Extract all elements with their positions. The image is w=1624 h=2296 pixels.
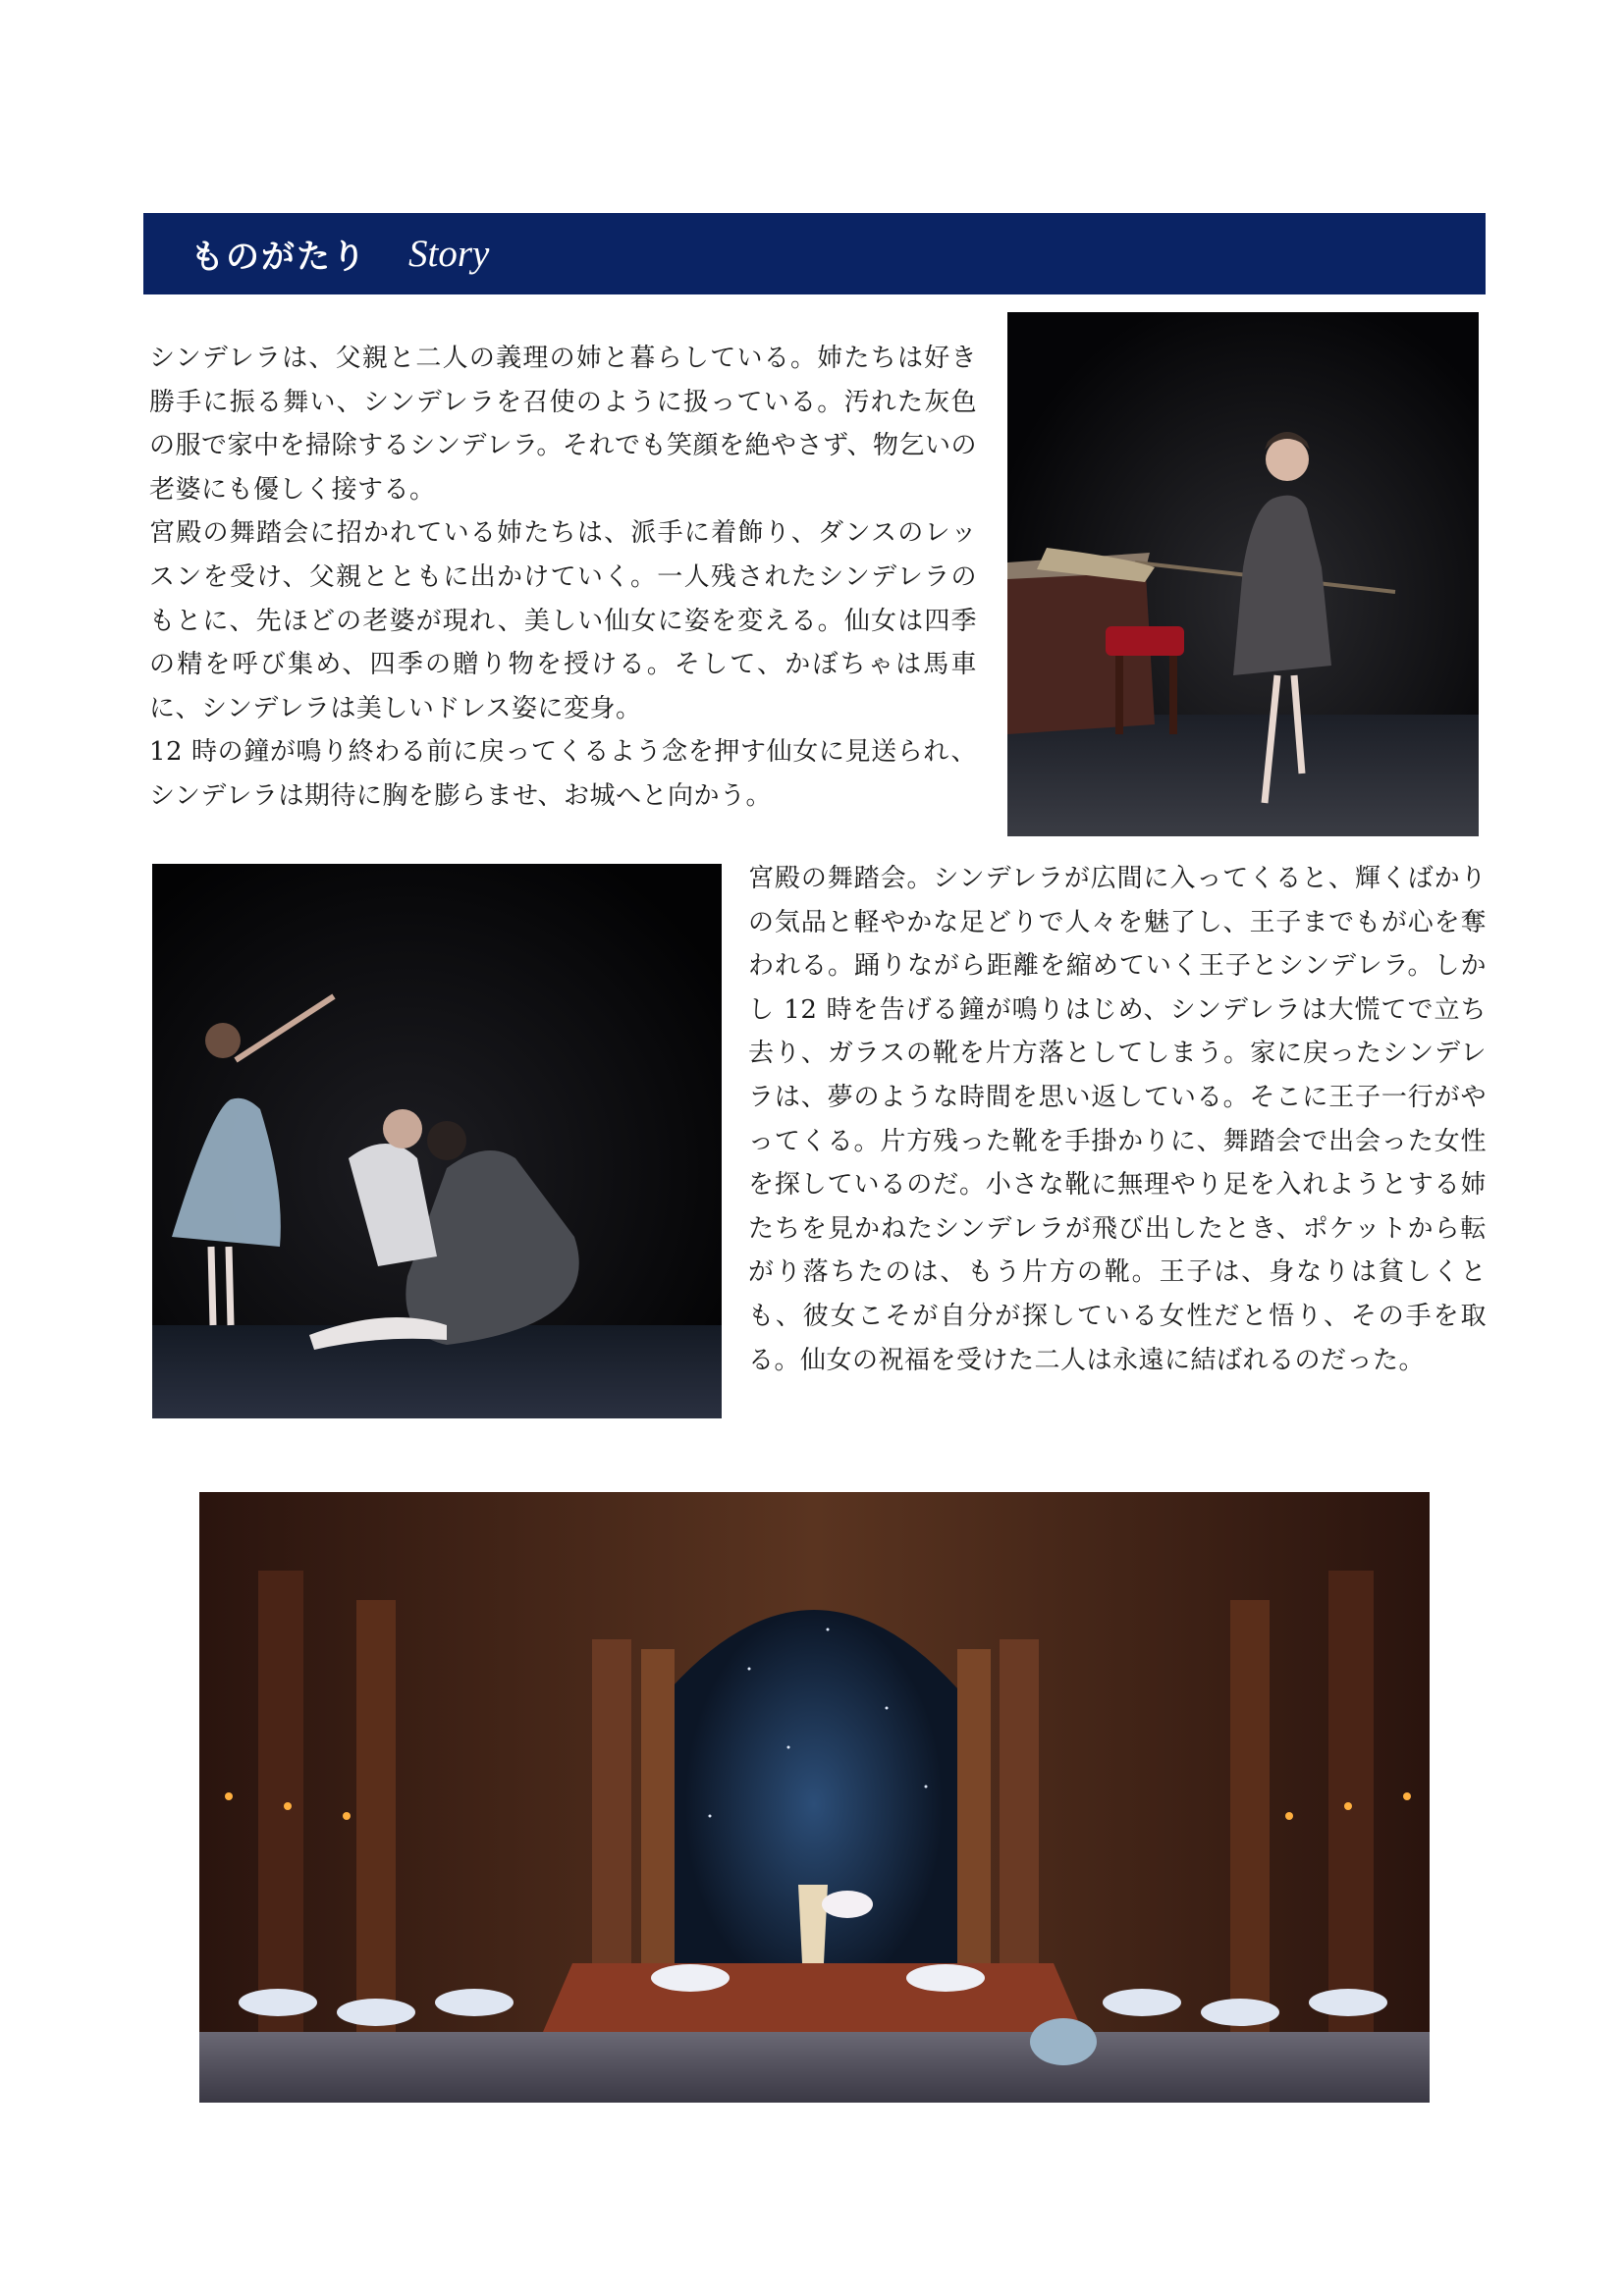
story-paragraph-1-part-1: シンデレラは、父親と二人の義理の姉と暮らしている。姉たちは好き勝手に振る舞い、シンデレラを召使のように扱っている。汚れた灰色の服で家中を掃除するシンデレラ。それでも笑顔を絶やさず、物乞いの老婆にも優しく接する。 (149, 344, 977, 505)
story-title-bar (143, 213, 1486, 294)
story-paragraph-1-part-2: 宮殿の舞踏会に招かれている姉たちは、派手に着飾り、ダンスのレッスンを受け、父親とともに出かけていく。一人残されたシンデレラのもとに、先ほどの老婆が現れ、美しい仙女に姿を変える。仙女は四季の精を呼び集め、四季の贈り物を授ける。そして、かぼちゃは馬車に、シンデレラは美しいドレス姿に変身。 (149, 518, 977, 723)
photo-ballroom-scene (199, 1492, 1430, 2103)
title-japanese: ものがたり (190, 238, 367, 277)
story-paragraph-1-part-3: 12 時の鐘が鳴り終わる前に戻ってくるよう念を押す仙女に見送られ、シンデレラは期待に胸を膨らませ、お城へと向かう。 (149, 737, 977, 811)
photo-cinderella-with-broom (1007, 312, 1479, 836)
photo-fairy-and-cinderella (152, 864, 722, 1418)
story-paragraph-1 (149, 337, 977, 819)
story-paragraph-2: 宮殿の舞踏会。シンデレラが広間に入ってくると、輝くばかりの気品と軽やかな足どりで人々を魅了し、王子までもが心を奪われる。踊りながら距離を縮めていく王子とシンデレラ。しかし 12 時を告げる鐘が鳴りはじめ、シンデレラは大慌てで立ち去り、ガラスの靴を片方落としてしまう。家に戻ったシンデレラは、夢のような時間を思い返している。そこに王子一行がやってくる。片方残った靴を手掛かりに、舞踏会で出会った女性を探しているのだ。小さな靴に無理やり足を入れようとする姉たちを見かねたシンデレラが飛び出したとき、ポケットから転がり落ちたのは、もう片方の靴。王子は、身なりは貧しくとも、彼女こそが自分が探している女性だと悟り、その手を取る。仙女の祝福を受けた二人は永遠に結ばれるのだった。 (748, 864, 1487, 1375)
title-english: Story (408, 233, 490, 275)
